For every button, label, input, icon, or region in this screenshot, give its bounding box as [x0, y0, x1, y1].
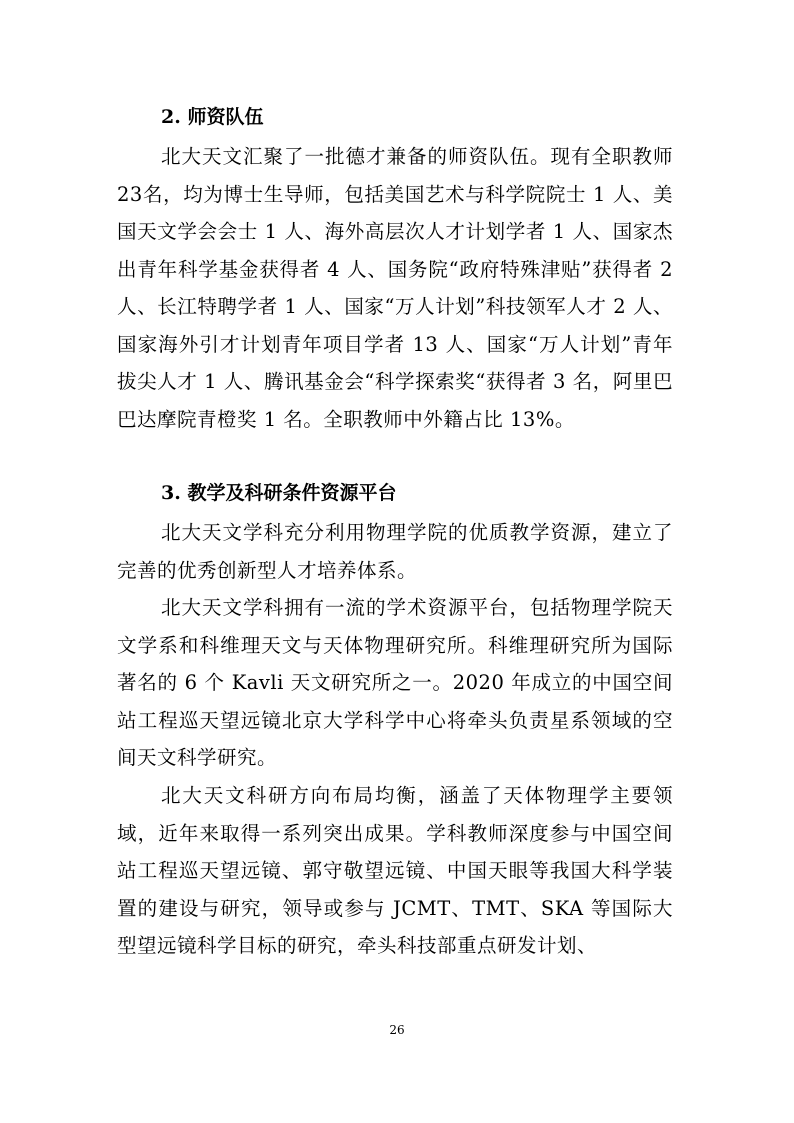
paragraph-faculty: 北大天文汇聚了一批德才兼备的师资队伍。现有全职教师23名，均为博士生导师，包括美国艺术与科学院院士 1 人、美国天文学会会士 1 人、海外高层次人才计划学者 1 人、国家杰出青年科学基金获得者 4 人、国务院“政府特殊津贴”获得者 2 人、长江特聘学者 1 人、国家“万人计划”科技领军人才 2 人、国家海外引才计划青年项目学者 13 人、国家“万人计划”青年拔尖人才 1 人、腾讯基金会“科学探索奖“获得者 3 名，阿里巴巴达摩院青橙奖 1 名。全职教师中外籍占比 13%。 [117, 145, 673, 431]
paragraph-academic-platform: 北大天文学科拥有一流的学术资源平台，包括物理学院天文学系和科维理天文与天体物理研究所。科维理研究所为国际著名的 6 个 Kavli 天文研究所之一。2020 年成立的中国空间站工程巡天望远镜北京大学科学中心将牵头负责星系领域的空间天文科学研究。 [117, 596, 673, 769]
document-page [117, 0, 677, 1123]
paragraph-research-directions: 北大天文科研方向布局均衡，涵盖了天体物理学主要领域，近年来取得一系列突出成果。学科教师深度参与中国空间站工程巡天望远镜、郭守敬望远镜、中国天眼等我国大科学装置的建设与研究，领导或参与 JCMT、TMT、SKA 等国际大型望远镜科学目标的研究，牵头科技部重点研发计划、 [117, 784, 673, 957]
paragraph-teaching-resources: 北大天文学科充分利用物理学院的优质教学资源，建立了完善的优秀创新型人才培养体系。 [117, 521, 673, 582]
section-heading-resources: 3. 教学及科研条件资源平台 [161, 482, 397, 504]
page-number: 26 [389, 1023, 405, 1037]
section-heading-faculty: 2. 师资队伍 [161, 106, 264, 128]
